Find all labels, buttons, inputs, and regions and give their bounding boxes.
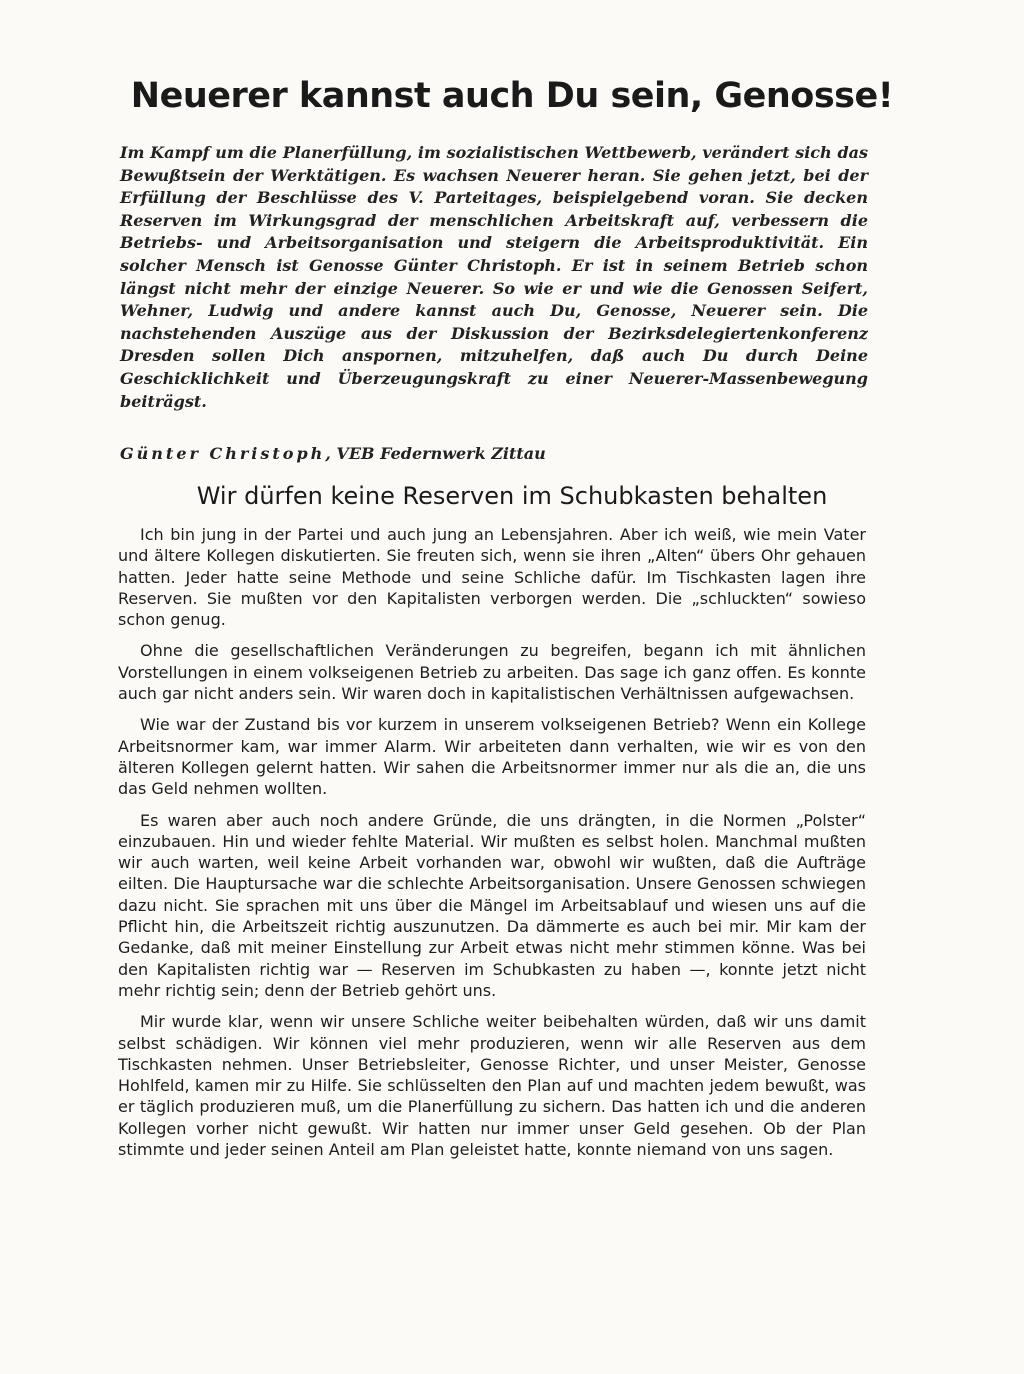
body-paragraph: Mir wurde klar, wenn wir unsere Schliche weiter beibehalten würden, daß wir uns damit selbst schädigen. Wir können viel mehr produzieren, wenn wir alle Reserven aus dem Tischkasten nehmen. Unser Betriebsleiter, Genosse Richter, und unser Meister, Genosse Hohlfeld, kamen mir zu Hilfe. Sie schlüsselten den Plan auf und machten jedem bewußt, was er täglich produzieren muß, um die Planerfüllung zu sichern. Das hatten ich und die anderen Kollegen vorher nicht gewußt. Wir hatten nur immer unser Geld gesehen. Ob der Plan stimmte und jeder seinen Anteil am Plan geleistet hatte, konnte niemand von uns sagen. xyxy=(118,1012,866,1160)
body-paragraph: Wie war der Zustand bis vor kurzem in unserem volkseigenen Betrieb? Wenn ein Kollege Arbeitsnormer kam, war immer Alarm. Wir arbeiteten dann verhalten, wie wir es von den älteren Kollegen gelernt hatten. Wir sahen die Arbeitsnormer immer nur als die an, die uns das Geld nehmen wollten. xyxy=(118,715,866,799)
article-subtitle: Wir dürfen keine Reserven im Schubkasten behalten xyxy=(196,482,828,510)
body-paragraph: Ohne die gesellschaftlichen Veränderungen zu begreifen, begann ich mit ähnlichen Vorstellungen in einem volkseigenen Betrieb zu arbeiten. Das sage ich ganz offen. Es konnte auch gar nicht anders sein. Wir waren doch in kapitalistischen Verhältnissen aufgewachsen. xyxy=(118,641,866,704)
body-paragraph: Ich bin jung in der Partei und auch jung an Lebensjahren. Aber ich weiß, wie mein Vater und ältere Kollegen diskutierten. Sie freuten sich, wenn sie ihren „Alten“ übers Ohr gehauen hatten. Jeder hatte seine Methode und seine Schliche dafür. Im Tischkasten lagen ihre Reserven. Sie mußten vor den Kapitalisten verborgen werden. Die „schluckten“ sowieso schon genug. xyxy=(118,525,866,630)
author-byline xyxy=(120,444,546,463)
author-name: Günter Christoph xyxy=(120,444,326,463)
author-organization: , VEB Federnwerk Zittau xyxy=(325,444,546,463)
body-paragraph: Es waren aber auch noch andere Gründe, die uns drängten, in die Normen „Polster“ einzubauen. Hin und wieder fehlte Material. Wir mußten es selbst holen. Manchmal mußten wir auch warten, weil keine Arbeit vorhanden war, obwohl wir wußten, daß die Aufträge eilten. Die Hauptursache war die schlechte Arbeitsorganisation. Unsere Genossen schwiegen dazu nicht. Sie sprachen mit uns über die Mängel im Arbeitsablauf und wiesen uns auf die Pflicht hin, die Arbeitszeit richtig auszunutzen. Da dämmerte es auch bei mir. Mir kam der Gedanke, daß mit meiner Einstellung zur Arbeit etwas nicht mehr stimmen könne. Was bei den Kapitalisten richtig war — Reserven im Schubkasten zu haben —, konnte jetzt nicht mehr richtig sein; denn der Betrieb gehört uns. xyxy=(118,810,866,1000)
intro-paragraph: Im Kampf um die Planerfüllung, im sozialistischen Wettbewerb, verändert sich das Bewußtsein der Werktätigen. Es wachsen Neuerer heran. Sie gehen jetzt, bei der Erfüllung der Beschlüsse des V. Parteitages, beispielgebend voran. Sie decken Reserven im Wirkungsgrad der menschlichen Arbeitskraft auf, verbessern die Betriebs- und Arbeitsorganisation und steigern die Arbeitsproduktivität. Ein solcher Mensch ist Genosse Günter Christoph. Er ist in seinem Betrieb schon längst nicht mehr der einzige Neuerer. So wie er und wie die Genossen Seifert, Wehner, Ludwig und andere kannst auch Du, Genosse, Neuerer sein. Die nachstehenden Auszüge aus der Diskussion der Bezirksdelegiertenkonferenz Dresden sollen Dich anspornen, mitzuhelfen, daß auch Du durch Deine Geschicklichkeit und Überzeugungskraft zu einer Neuerer-Massenbewegung beiträgst. xyxy=(120,143,868,411)
article-body xyxy=(118,524,866,1170)
page-title: Neuerer kannst auch Du sein, Genosse! xyxy=(130,76,894,116)
